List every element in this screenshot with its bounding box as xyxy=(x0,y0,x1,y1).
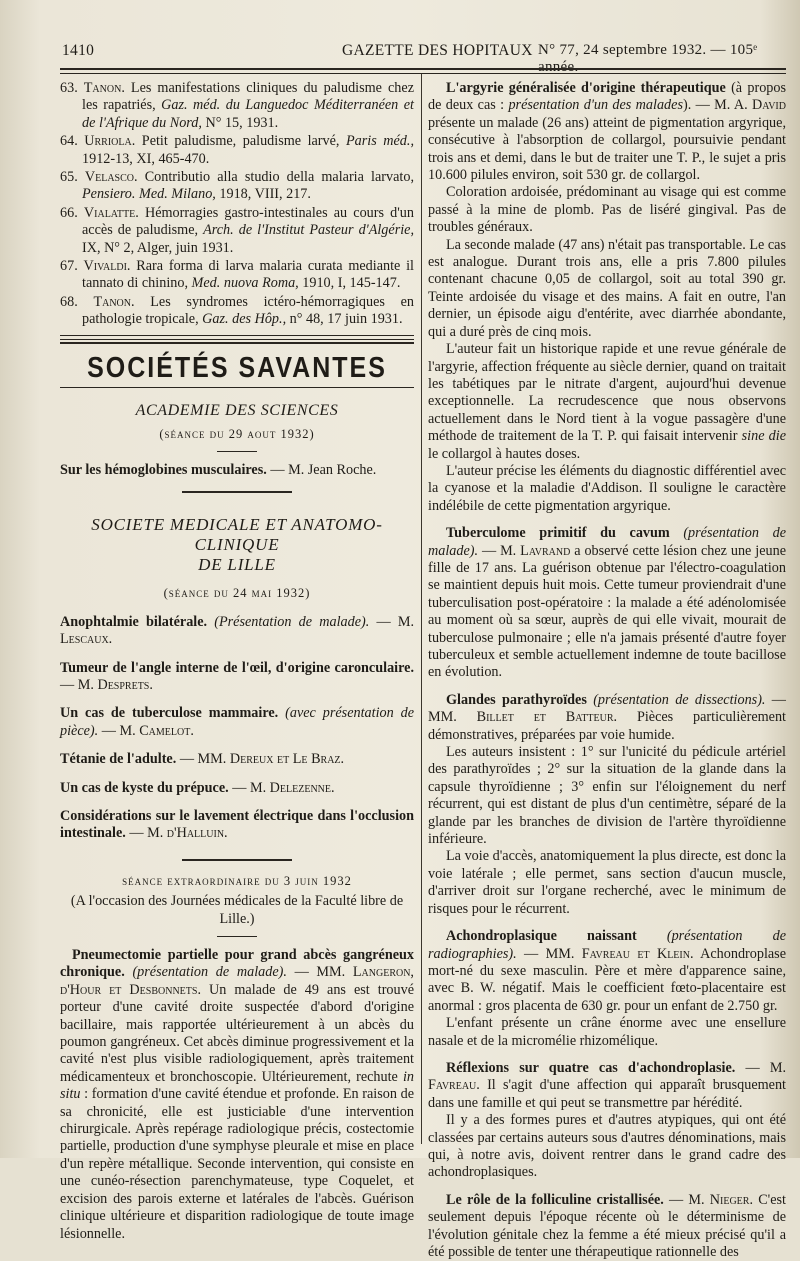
entry-body: a observé cette lésion chez une jeune fille de 17 ans. La guérison obtenue par l'électro-coagulation se maintient depuis huit mois. Cette tumeur proviendrait d'une tuberculisation post-opératoire : la malade a été adénolomisée au moment où sa sœur, auprès de qui elle vivait, mourait de tuberculose pulmonaire ; elle n'a jamais présenté d'autre foyer tuberculeux et semble actuellement indemne de toute bacillose en évolution. xyxy=(428,542,786,681)
reference-details: IX, N° 2, Alger, juin 1931. xyxy=(82,239,234,256)
academie-entry xyxy=(60,462,414,479)
page-header xyxy=(62,40,782,75)
reference-title: Rara forma di larva malaria curata mediante il tannato di chinino, xyxy=(82,258,415,292)
header-rule-thin xyxy=(60,73,786,74)
extra-subtitle: (A l'occasion des Journées médicales de la Faculté libre de Lille.) xyxy=(70,893,404,927)
reference-details: 1918, VIII, 217. xyxy=(215,186,311,203)
achondroplasique-entry xyxy=(428,928,786,1015)
entry-body: présente un malade (26 ans) atteint de pigmentation argyrique, consécutive à l'absorption de collargol, poursuivie pendant trois ans et demi, dans le but de traiter une T. P., le sujet a pris 10.600 pilules environ, soit 530 gr. de collargol. xyxy=(428,114,786,184)
entry-title: Considérations sur le lavement électrique dans l'occlusion intestinale. xyxy=(60,807,414,842)
paragraph-text: le collargol à hautes doses. xyxy=(428,445,581,462)
entry-author: — M. d'Halluin. xyxy=(125,825,228,842)
entry-author: — M. Jean Roche. xyxy=(266,461,377,478)
reference-title: Contributio alla studio della malaria larvato, xyxy=(137,169,414,186)
society-entry xyxy=(60,614,414,649)
entry-title: Tuberculome primitif du cavum xyxy=(446,525,670,542)
paragraph: L'auteur précise les éléments du diagnostic différentiel avec la cyanose et la maladie d'Addison. Il souligne le caractère indélébile de cette pigmentation argyrique. xyxy=(428,462,786,514)
society-name-line: SOCIETE MEDICALE ET ANATOMO-CLINIQUE xyxy=(91,515,383,555)
society-entry xyxy=(60,705,414,740)
left-column xyxy=(60,80,414,1243)
reference-item xyxy=(60,169,414,204)
academie-name: ACADEMIE DES SCIENCES xyxy=(135,402,339,420)
lille-society-name xyxy=(60,515,414,575)
section-divider xyxy=(60,335,414,340)
entry-author: — MM. Billet et Batteur. xyxy=(428,691,786,726)
entry-author: — MM. Dereux et Le Braz. xyxy=(176,751,345,768)
journal-title: GAZETTE DES HOPITAUX xyxy=(342,42,533,59)
page-number: 1410 xyxy=(62,42,95,59)
paragraph: La voie d'accès, anatomiquement la plus directe, est donc la voie latérale ; elle permet, sans section d'aucun muscle, d'arriver droit sur l'organe recherché, avec le minimum de risques pour le récurrent. xyxy=(428,848,786,917)
entry-text: (à propos de deux cas : xyxy=(428,80,786,114)
entry-note: (Présentation de malade). xyxy=(207,613,370,630)
reference-number: 67. xyxy=(60,258,78,275)
entry-title: Tétanie de l'adulte. xyxy=(60,751,177,768)
section-title-rule xyxy=(60,387,414,388)
entry-title: L'argyrie généralisée d'origine thérapeutique xyxy=(446,80,726,96)
entry-note: (avec présentation de pièce). xyxy=(60,705,414,739)
entry-author: — M. Camelot. xyxy=(98,722,194,739)
dash-divider xyxy=(217,451,257,452)
reference-source: Arch. de l'Institut Pasteur d'Algérie, xyxy=(203,222,414,239)
achondroplasie-entry xyxy=(428,1060,786,1112)
reference-details: n° 48, 17 juin 1931. xyxy=(286,311,403,328)
reference-author: Velasco. xyxy=(84,169,138,186)
entry-body: Achondroplase mort-né du sexe masculin. Père et mère d'apparence saine, avec B. W. négatif. Mais le coefficient fœto-placentaire est anormal : gros placenta de 630 gr. pour un enfant de 2.750 gr. xyxy=(428,945,787,1014)
entry-body: : formation d'une cavité étendue et profonde. En raison de sa chronicité, elle est justiciable d'une intervention chirurgicale. Après repérage radiologique précis, costectomie partielle, production d'une symphyse pleurale et mise en place d'un repère métallique. Seconde intervention, qui consiste en une cunéo-résection parenchymateuse, type Coquelet, et excision des parois externe et latérales de l'abcès. Guérison clinique ultérieure et disparition radiologique de toute image lésionnelle. xyxy=(60,1086,414,1242)
paragraph: Coloration ardoisée, prédominant au visage qui est comme passé à la mine de plomb. Pas de liséré gingival. Pas de troubles généraux. xyxy=(428,184,786,236)
society-entry xyxy=(60,780,414,797)
reference-author: Tanon. xyxy=(93,293,135,310)
extra-seance: séance extraordinaire du 3 juin 1932 xyxy=(122,873,352,888)
reference-number: 63. xyxy=(60,80,78,96)
dash-divider xyxy=(217,936,257,937)
reference-item xyxy=(60,205,414,257)
society-divider xyxy=(182,491,292,493)
entry-body: C'est seulement depuis l'époque récente où le déterminisme de l'évolution génitale chez la femme a été mieux précisé qu'il a été possible de tenter une thérapeutique rationnelle des xyxy=(428,1191,786,1260)
reference-source: Med. nuova Roma, xyxy=(191,275,299,292)
entry-title: Glandes parathyroïdes xyxy=(446,691,587,708)
entry-note: (présentation de dissections). xyxy=(586,691,766,708)
reference-source: Paris méd., xyxy=(346,133,414,150)
header-rule xyxy=(60,68,786,70)
reference-list xyxy=(60,80,414,329)
paragraph-text: L'auteur fait un historique rapide et une revue générale de l'argyrie, affection fréquente au siècle dernier, quand on traitait les tabétiques par le nitrate d'argent, aujourd'hui devenue exceptionnelle. La recrudescence que nous observons actuellement dans le Nord tient à la vogue passagère d'une méthode de traitement de la T. P. qui faisait intervenir xyxy=(428,341,786,445)
glandes-entry xyxy=(428,692,786,744)
section-divider-thick xyxy=(60,342,414,344)
reference-item xyxy=(60,258,414,293)
reference-title: Les syndromes ictéro-hémorragiques en pathologie tropicale, xyxy=(82,293,414,328)
reference-author: Vivaldi. xyxy=(83,258,131,275)
reference-item xyxy=(60,294,414,329)
reference-number: 65. xyxy=(60,169,78,186)
entry-author: — MM. Langeron, d'Hour et Desbonnets. xyxy=(60,964,414,998)
tuberculome-entry xyxy=(428,525,786,682)
entry-title: Réflexions sur quatre cas d'achondroplasie. xyxy=(446,1059,736,1076)
session-divider xyxy=(182,859,292,861)
entry-author: — M. Delezenne. xyxy=(228,779,335,796)
academie-seance: (séance du 29 aout 1932) xyxy=(159,426,315,441)
entry-note: présentation d'un des malades xyxy=(508,97,683,114)
entry-author: — M. Nieger. xyxy=(663,1191,754,1208)
reference-source: Gaz. méd. du Languedoc Méditerranéen et de l'Afrique du Nord, xyxy=(82,97,414,131)
entry-body: Il s'agit d'une affection qui apparaît brusquement dans une famille et qui peut se transmettre par hérédité. xyxy=(428,1077,786,1111)
entry-title: Le rôle de la folliculine cristallisée. xyxy=(446,1191,664,1208)
entry-author: — M. Favreau. xyxy=(428,1059,786,1094)
reference-details: 1910, I, 145-147. xyxy=(298,275,401,292)
entry-note: (présentation de malade). xyxy=(428,525,786,559)
entry-title: Sur les hémoglobines musculaires. xyxy=(60,461,267,478)
entry-title: Un cas de kyste du prépuce. xyxy=(60,779,229,796)
reference-author: Urriola. xyxy=(84,133,136,150)
paragraph: L'enfant présente un crâne énorme avec une ensellure nasale et de la micromélie rhizomélique. xyxy=(428,1015,786,1049)
paragraph: Il y a des formes pures et d'autres atypiques, qui ont été classées par certains auteurs sous d'autres dénominations, mais qui, à notre avis, doivent rentrer dans le grand cadre des achondroplasiques. xyxy=(428,1112,786,1181)
society-entry xyxy=(60,751,414,768)
entry-author: — MM. Favreau et Klein. xyxy=(516,945,694,962)
entry-author: — M. Lescaux. xyxy=(60,613,414,648)
section-title: SOCIÉTÉS SAVANTES xyxy=(87,351,387,384)
issue-info: N° 77, 24 septembre 1932. — 105ᵉ année. xyxy=(538,42,758,75)
paragraph xyxy=(428,341,786,463)
reference-item xyxy=(60,80,414,132)
entry-title: Pneumectomie partielle pour grand abcès gangréneux chronique. xyxy=(60,947,414,981)
paragraph-latin: sine die xyxy=(741,428,786,445)
reference-source: Pensiero. Med. Milano, xyxy=(82,186,216,203)
entry-title: Tumeur de l'angle interne de l'œil, d'origine caronculaire. xyxy=(60,659,414,676)
entry-author: Lavrand xyxy=(520,542,571,559)
entry-text: ). — M. A. xyxy=(682,97,753,114)
entry-author: — M. Desprets. xyxy=(60,676,153,693)
reference-title: Les manifestations cliniques du paludisme chez les rapatriés, xyxy=(82,80,414,114)
paragraph: La seconde malade (47 ans) n'était pas transportable. Le cas est analogue. Durant trois ans, elle a pris 7.800 pilules contenant chacune 0,05 de collargol, soit au total 390 gr. Teinte ardoisée du visage et des mains. A fait en outre, l'an dernier, un épisode aigu d'entérite, avec diarrhée abondante, qui a duré près de cinq mois. xyxy=(428,236,786,340)
reference-number: 64. xyxy=(60,133,78,150)
column-divider xyxy=(421,74,422,1144)
entry-author: David xyxy=(752,97,786,114)
paragraph: Les auteurs insistent : 1° sur l'unicité du pédicule artériel des parathyroïdes ; 2° sur la situation de la glande dans la capsule thyroïdienne ; 3° enfin sur l'éloignement du nerf récurrent, qui est distant de plus d'un centimètre, séparé de la glande par les branches de division de l'artère thyroïdienne inférieure. xyxy=(428,744,786,848)
society-entry xyxy=(60,808,414,843)
entry-note: (présentation de malade). xyxy=(124,964,287,981)
reference-details: 1912-13, XI, 465-470. xyxy=(82,150,210,167)
entry-title: Achondroplasique naissant xyxy=(446,928,637,945)
entry-title: Un cas de tuberculose mammaire. xyxy=(60,705,279,722)
reference-author: Vialatte. xyxy=(83,204,139,221)
reference-title: Petit paludisme, paludisme larvé, xyxy=(135,133,346,150)
reference-number: 68. xyxy=(60,293,78,310)
reference-details: N° 15, 1931. xyxy=(201,114,279,131)
reference-item xyxy=(60,133,414,168)
entry-text: — M. xyxy=(478,542,521,559)
entry-latin: in situ xyxy=(60,1068,414,1103)
lille-seance: (séance du 24 mai 1932) xyxy=(163,586,311,601)
entry-body: Pièces particulièrement démonstratives, préparées par voie humide. xyxy=(428,709,786,743)
reference-source: Gaz. des Hôp., xyxy=(202,311,287,328)
entry-note: (présentation de radiographies). xyxy=(428,928,787,962)
reference-title: Hémorragies gastro-intestinales au cours d'un accès de paludisme, xyxy=(82,204,414,239)
folliculine-entry xyxy=(428,1192,786,1261)
reference-number: 66. xyxy=(60,204,78,221)
right-column xyxy=(428,80,786,1261)
reference-author: Tanon. xyxy=(83,80,125,96)
pneumectomie-entry xyxy=(60,947,414,1243)
entry-title: Anophtalmie bilatérale. xyxy=(60,613,208,630)
entry-body: Un malade de 49 ans est trouvé porteur d'une cavité droite suspectée d'abord d'origine bacillaire, mais rapportée ultérieurement à un abcès du poumon gangréneux. Cet abcès diminue progressivement et la cavité n'est plus visible radiologiquement, après traitement médicamenteux et bronchoscopie. Ultérieurement, rechute xyxy=(60,981,415,1085)
lille-entries xyxy=(60,614,414,843)
society-name-line: DE LILLE xyxy=(198,555,276,575)
argyrie-entry xyxy=(428,80,786,184)
society-entry xyxy=(60,660,414,695)
